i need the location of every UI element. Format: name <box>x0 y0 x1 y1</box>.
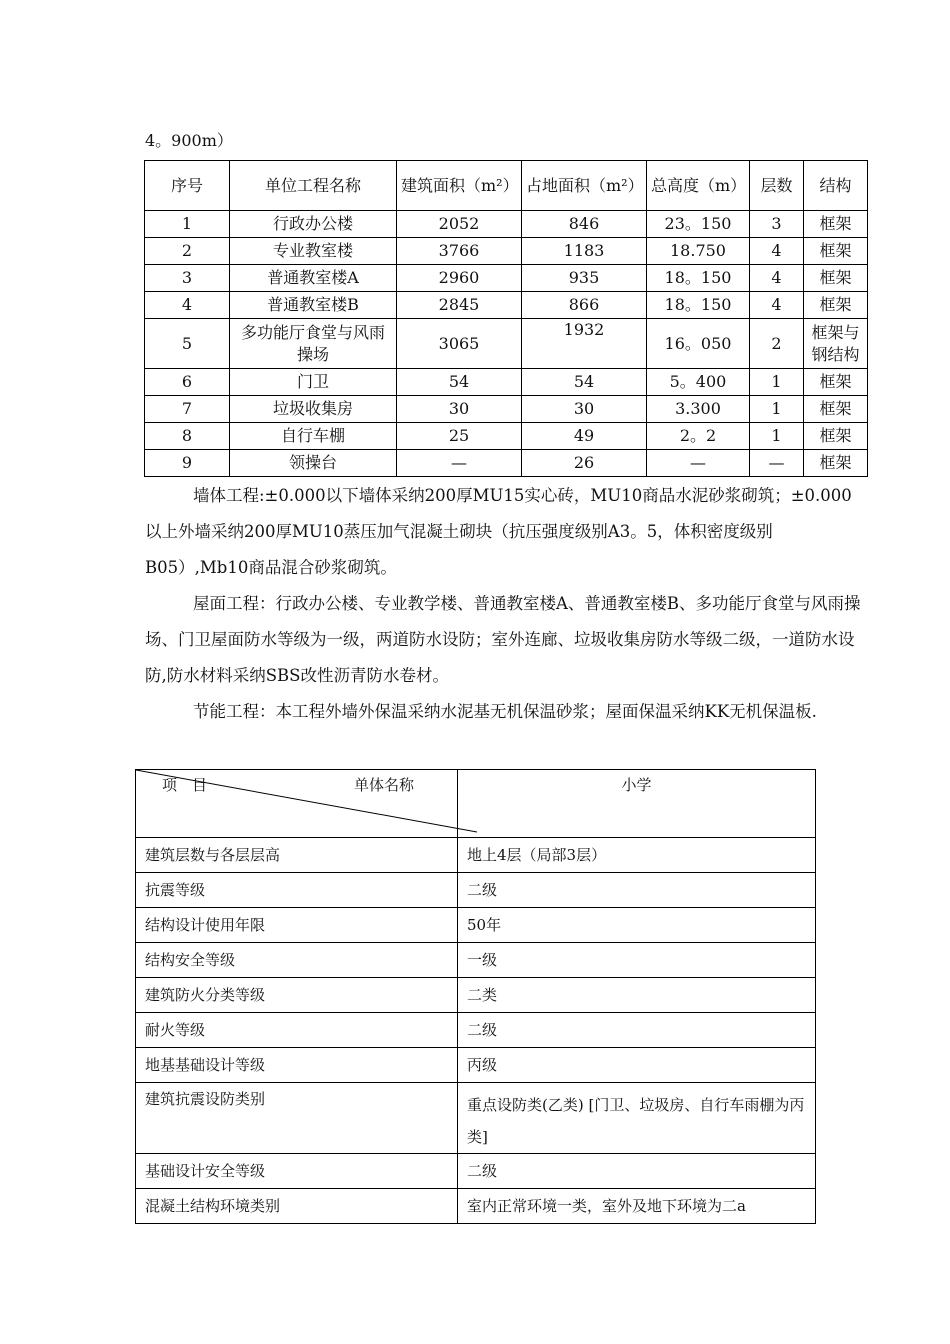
design-parameters-table <box>135 769 816 1224</box>
table-cell: 3 <box>145 265 230 292</box>
table-cell: 49 <box>522 423 647 450</box>
table-cell: 1 <box>750 423 804 450</box>
table-row <box>145 369 868 396</box>
row-value: 二级 <box>458 1013 816 1048</box>
table-cell: 自行车棚 <box>230 423 397 450</box>
table-header-row <box>136 770 816 838</box>
table-cell: 框架 <box>804 369 868 396</box>
table-cell: — <box>750 450 804 477</box>
row-label: 基础设计安全等级 <box>136 1154 458 1189</box>
table-cell: 2 <box>750 319 804 369</box>
row-label: 抗震等级 <box>136 873 458 908</box>
table-row <box>145 319 868 369</box>
row-label: 建筑层数与各层层高 <box>136 838 458 873</box>
corner-name-label: 单体名称 <box>354 776 415 794</box>
row-label: 地基基础设计等级 <box>136 1048 458 1083</box>
header-cell: 单位工程名称 <box>230 161 397 211</box>
row-label: 混凝土结构环境类别 <box>136 1189 458 1224</box>
header-cell: 占地面积（m²） <box>522 161 647 211</box>
table-cell: 6 <box>145 369 230 396</box>
table-cell: 领操台 <box>230 450 397 477</box>
table-cell: 框架 <box>804 423 868 450</box>
table-cell: 3 <box>750 211 804 238</box>
table-cell: 5 <box>145 319 230 369</box>
table-row <box>136 1013 816 1048</box>
table-row <box>136 978 816 1013</box>
table-cell: — <box>647 450 750 477</box>
table-cell: 框架 <box>804 292 868 319</box>
table-cell: 3766 <box>397 238 522 265</box>
table-cell: 54 <box>397 369 522 396</box>
table-row <box>145 396 868 423</box>
row-value: 二级 <box>458 1154 816 1189</box>
table-cell: 2960 <box>397 265 522 292</box>
row-label: 建筑防火分类等级 <box>136 978 458 1013</box>
roof-engineering-paragraph: 屋面工程：行政办公楼、专业教学楼、普通教室楼A、普通教室楼B、多功能厅食堂与风雨操场、门卫屋面防水等级为一级，两道防水设防；室外连廊、垃圾收集房防水等级二级，一道防水设防,防水材料采纳SBS改性沥青防水卷材。 <box>145 594 861 685</box>
table-cell: 框架 <box>804 450 868 477</box>
table-cell: 935 <box>522 265 647 292</box>
table-cell: 1 <box>750 396 804 423</box>
table-cell: 1183 <box>522 238 647 265</box>
row-value: 室内正常环境一类，室外及地下环境为二a <box>458 1189 816 1224</box>
table-cell: 54 <box>522 369 647 396</box>
table-header-row <box>145 161 868 211</box>
energy-engineering-paragraph: 节能工程：本工程外墙外保温采纳水泥基无机保温砂浆；屋面保温采纳KK无机保温板. <box>193 702 817 721</box>
table-cell: 23。150 <box>647 211 750 238</box>
table-row <box>136 838 816 873</box>
table-cell: 2。2 <box>647 423 750 450</box>
table-cell: 多功能厅食堂与风雨操场 <box>230 319 397 369</box>
table-row <box>145 423 868 450</box>
table-cell: 框架 <box>804 396 868 423</box>
table-cell: 5。400 <box>647 369 750 396</box>
table-row <box>136 1048 816 1083</box>
table-row <box>136 908 816 943</box>
table-cell: 框架与钢结构 <box>804 319 868 369</box>
table-cell: 16。050 <box>647 319 750 369</box>
table-cell: 1 <box>145 211 230 238</box>
table-cell: 26 <box>522 450 647 477</box>
row-value: 地上4层（局部3层） <box>458 838 816 873</box>
table-cell: 846 <box>522 211 647 238</box>
table-cell: 框架 <box>804 211 868 238</box>
table-row <box>145 238 868 265</box>
row-label: 耐火等级 <box>136 1013 458 1048</box>
table-cell: 门卫 <box>230 369 397 396</box>
table-cell: 8 <box>145 423 230 450</box>
header-cell: 序号 <box>145 161 230 211</box>
table-row <box>136 873 816 908</box>
table-row <box>145 292 868 319</box>
corner-item-label: 项 目 <box>162 776 208 794</box>
row-label: 结构设计使用年限 <box>136 908 458 943</box>
row-value: 二级 <box>458 873 816 908</box>
table-row <box>136 943 816 978</box>
header-cell: 层数 <box>750 161 804 211</box>
table-cell: 25 <box>397 423 522 450</box>
table-cell: 2845 <box>397 292 522 319</box>
table-row <box>136 1154 816 1189</box>
table-cell: 4 <box>750 292 804 319</box>
table-row <box>145 211 868 238</box>
row-value: 二类 <box>458 978 816 1013</box>
table-cell: 3.300 <box>647 396 750 423</box>
table-cell: 9 <box>145 450 230 477</box>
table-cell: 普通教室楼A <box>230 265 397 292</box>
diagonal-header-cell <box>136 770 458 838</box>
table-cell: 30 <box>522 396 647 423</box>
table-cell: 专业教室楼 <box>230 238 397 265</box>
row-label: 结构安全等级 <box>136 943 458 978</box>
row-value: 一级 <box>458 943 816 978</box>
table-cell: 1932 <box>522 319 647 369</box>
table-cell: 2 <box>145 238 230 265</box>
table-cell: 4 <box>750 265 804 292</box>
row-value: 50年 <box>458 908 816 943</box>
table-cell: 7 <box>145 396 230 423</box>
table-cell: 框架 <box>804 265 868 292</box>
table-cell: — <box>397 450 522 477</box>
header-cell: 结构 <box>804 161 868 211</box>
building-units-table <box>144 160 868 477</box>
table-cell: 垃圾收集房 <box>230 396 397 423</box>
header-cell: 建筑面积（m²） <box>397 161 522 211</box>
table-cell: 行政办公楼 <box>230 211 397 238</box>
table-cell: 2052 <box>397 211 522 238</box>
table-row <box>145 265 868 292</box>
table-cell: 18。150 <box>647 292 750 319</box>
table-row <box>145 450 868 477</box>
table-cell: 866 <box>522 292 647 319</box>
lead-text: 4。900m） <box>145 131 233 150</box>
table-cell: 18.750 <box>647 238 750 265</box>
table-cell: 普通教室楼B <box>230 292 397 319</box>
table-cell: 30 <box>397 396 522 423</box>
table-cell: 1 <box>750 369 804 396</box>
table-row <box>136 1189 816 1224</box>
table-row <box>136 1083 816 1154</box>
header-cell: 总高度（m） <box>647 161 750 211</box>
table-cell: 框架 <box>804 238 868 265</box>
row-label: 建筑抗震设防类别 <box>136 1083 458 1154</box>
table-cell: 4 <box>145 292 230 319</box>
table-cell: 18。150 <box>647 265 750 292</box>
table-cell: 3065 <box>397 319 522 369</box>
wall-engineering-paragraph: 墙体工程:±0.000以下墙体采纳200厚MU15实心砖，MU10商品水泥砂浆砌筑；±0.000以上外墙采纳200厚MU10蒸压加气混凝土砌块（抗压强度级别A3。5，体积密度级别B05）,Mb10商品混合砂浆砌筑。 <box>145 486 852 577</box>
table-cell: 4 <box>750 238 804 265</box>
row-value: 重点设防类(乙类) [门卫、垃圾房、自行车雨棚为丙类] <box>458 1083 816 1154</box>
column-header: 小学 <box>458 770 816 838</box>
row-value: 丙级 <box>458 1048 816 1083</box>
